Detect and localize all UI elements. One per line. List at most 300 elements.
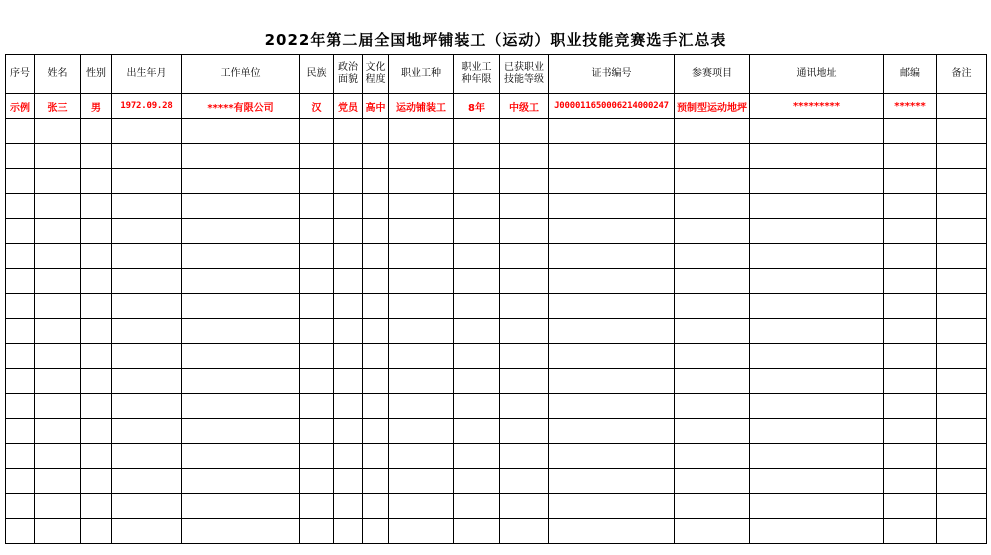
cell-event[interactable] <box>675 344 750 369</box>
cell-seq[interactable] <box>6 519 35 544</box>
cell-address[interactable] <box>750 269 884 294</box>
cell-political[interactable] <box>334 244 363 269</box>
cell-name[interactable] <box>35 419 81 444</box>
cell-birth[interactable] <box>112 294 182 319</box>
cell-postcode[interactable] <box>884 394 937 419</box>
cell-gender[interactable] <box>81 344 112 369</box>
cell-postcode[interactable] <box>884 444 937 469</box>
cell-trade[interactable] <box>389 369 454 394</box>
cell-level[interactable] <box>500 144 549 169</box>
cell-education[interactable] <box>363 419 389 444</box>
cell-years[interactable] <box>454 494 500 519</box>
cell-employer[interactable] <box>182 344 300 369</box>
cell-remark[interactable] <box>937 269 987 294</box>
cell-birth[interactable] <box>112 194 182 219</box>
cell-seq[interactable] <box>6 419 35 444</box>
cell-ethnicity[interactable] <box>300 219 334 244</box>
cell-ethnicity[interactable] <box>300 369 334 394</box>
cell-event[interactable] <box>675 294 750 319</box>
cell-gender[interactable] <box>81 294 112 319</box>
cell-gender[interactable] <box>81 369 112 394</box>
cell-political[interactable] <box>334 494 363 519</box>
cell-seq[interactable] <box>6 394 35 419</box>
cell-birth[interactable] <box>112 369 182 394</box>
cell-political[interactable] <box>334 369 363 394</box>
cell-education[interactable] <box>363 494 389 519</box>
cell-level[interactable] <box>500 219 549 244</box>
cell-remark[interactable] <box>937 469 987 494</box>
cell-cert[interactable] <box>549 444 675 469</box>
cell-birth[interactable] <box>112 169 182 194</box>
cell-ethnicity[interactable] <box>300 394 334 419</box>
cell-education[interactable] <box>363 269 389 294</box>
header-level[interactable]: 已获职业 技能等级 <box>500 55 549 94</box>
cell-gender[interactable] <box>81 169 112 194</box>
cell-employer[interactable] <box>182 194 300 219</box>
cell-years[interactable] <box>454 194 500 219</box>
cell-remark[interactable] <box>937 319 987 344</box>
cell-political[interactable] <box>334 219 363 244</box>
cell-gender[interactable] <box>81 444 112 469</box>
cell-level[interactable]: 中级工 <box>500 94 549 119</box>
cell-postcode[interactable] <box>884 144 937 169</box>
cell-event[interactable] <box>675 244 750 269</box>
cell-address[interactable] <box>750 194 884 219</box>
cell-address[interactable] <box>750 219 884 244</box>
cell-remark[interactable] <box>937 294 987 319</box>
cell-seq[interactable] <box>6 244 35 269</box>
cell-years[interactable] <box>454 369 500 394</box>
cell-employer[interactable] <box>182 444 300 469</box>
cell-level[interactable] <box>500 419 549 444</box>
cell-gender[interactable] <box>81 519 112 544</box>
cell-birth[interactable] <box>112 144 182 169</box>
cell-years[interactable] <box>454 519 500 544</box>
cell-ethnicity[interactable] <box>300 344 334 369</box>
cell-education[interactable] <box>363 319 389 344</box>
cell-cert[interactable] <box>549 144 675 169</box>
cell-level[interactable] <box>500 294 549 319</box>
cell-postcode[interactable]: ****** <box>884 94 937 119</box>
header-postcode[interactable]: 邮编 <box>884 55 937 94</box>
cell-postcode[interactable] <box>884 294 937 319</box>
cell-address[interactable] <box>750 469 884 494</box>
header-education[interactable]: 文化 程度 <box>363 55 389 94</box>
cell-cert[interactable] <box>549 369 675 394</box>
cell-trade[interactable] <box>389 494 454 519</box>
cell-cert[interactable] <box>549 219 675 244</box>
cell-level[interactable] <box>500 344 549 369</box>
cell-remark[interactable] <box>937 344 987 369</box>
cell-years[interactable]: 8年 <box>454 94 500 119</box>
cell-event[interactable] <box>675 194 750 219</box>
header-employer[interactable]: 工作单位 <box>182 55 300 94</box>
cell-event[interactable] <box>675 444 750 469</box>
cell-cert[interactable]: J000011650006214000247 <box>549 94 675 119</box>
cell-gender[interactable] <box>81 394 112 419</box>
cell-seq[interactable] <box>6 369 35 394</box>
cell-event[interactable] <box>675 144 750 169</box>
cell-employer[interactable]: *****有限公司 <box>182 94 300 119</box>
cell-ethnicity[interactable]: 汉 <box>300 94 334 119</box>
cell-ethnicity[interactable] <box>300 169 334 194</box>
cell-years[interactable] <box>454 269 500 294</box>
cell-address[interactable] <box>750 144 884 169</box>
cell-name[interactable] <box>35 144 81 169</box>
cell-event[interactable] <box>675 269 750 294</box>
header-address[interactable]: 通讯地址 <box>750 55 884 94</box>
cell-trade[interactable] <box>389 244 454 269</box>
cell-level[interactable] <box>500 494 549 519</box>
cell-trade[interactable] <box>389 169 454 194</box>
cell-event[interactable] <box>675 419 750 444</box>
cell-name[interactable] <box>35 269 81 294</box>
cell-cert[interactable] <box>549 394 675 419</box>
cell-education[interactable] <box>363 369 389 394</box>
cell-level[interactable] <box>500 519 549 544</box>
cell-cert[interactable] <box>549 194 675 219</box>
cell-address[interactable] <box>750 519 884 544</box>
cell-seq[interactable]: 示例 <box>6 94 35 119</box>
cell-birth[interactable] <box>112 469 182 494</box>
cell-years[interactable] <box>454 119 500 144</box>
cell-address[interactable] <box>750 369 884 394</box>
cell-cert[interactable] <box>549 319 675 344</box>
cell-name[interactable]: 张三 <box>35 94 81 119</box>
cell-seq[interactable] <box>6 144 35 169</box>
cell-employer[interactable] <box>182 119 300 144</box>
cell-ethnicity[interactable] <box>300 444 334 469</box>
cell-cert[interactable] <box>549 344 675 369</box>
cell-political[interactable]: 党员 <box>334 94 363 119</box>
header-name[interactable]: 姓名 <box>35 55 81 94</box>
cell-name[interactable] <box>35 244 81 269</box>
cell-trade[interactable] <box>389 419 454 444</box>
cell-seq[interactable] <box>6 469 35 494</box>
cell-trade[interactable] <box>389 144 454 169</box>
cell-trade[interactable] <box>389 469 454 494</box>
cell-gender[interactable] <box>81 219 112 244</box>
cell-years[interactable] <box>454 219 500 244</box>
cell-name[interactable] <box>35 344 81 369</box>
cell-ethnicity[interactable] <box>300 319 334 344</box>
cell-remark[interactable] <box>937 244 987 269</box>
cell-gender[interactable] <box>81 244 112 269</box>
cell-political[interactable] <box>334 319 363 344</box>
cell-years[interactable] <box>454 244 500 269</box>
header-seq[interactable]: 序号 <box>6 55 35 94</box>
cell-gender[interactable] <box>81 269 112 294</box>
header-remark[interactable]: 备注 <box>937 55 987 94</box>
cell-political[interactable] <box>334 394 363 419</box>
cell-birth[interactable] <box>112 444 182 469</box>
cell-years[interactable] <box>454 444 500 469</box>
cell-years[interactable] <box>454 469 500 494</box>
cell-address[interactable] <box>750 119 884 144</box>
cell-address[interactable] <box>750 244 884 269</box>
cell-ethnicity[interactable] <box>300 419 334 444</box>
cell-cert[interactable] <box>549 419 675 444</box>
header-birth[interactable]: 出生年月 <box>112 55 182 94</box>
cell-political[interactable] <box>334 519 363 544</box>
cell-political[interactable] <box>334 194 363 219</box>
cell-event[interactable] <box>675 369 750 394</box>
cell-years[interactable] <box>454 169 500 194</box>
cell-political[interactable] <box>334 144 363 169</box>
cell-name[interactable] <box>35 369 81 394</box>
cell-level[interactable] <box>500 244 549 269</box>
cell-trade[interactable] <box>389 444 454 469</box>
cell-education[interactable] <box>363 469 389 494</box>
cell-years[interactable] <box>454 144 500 169</box>
cell-birth[interactable] <box>112 244 182 269</box>
cell-trade[interactable] <box>389 519 454 544</box>
cell-level[interactable] <box>500 319 549 344</box>
cell-trade[interactable] <box>389 194 454 219</box>
cell-level[interactable] <box>500 269 549 294</box>
cell-address[interactable] <box>750 319 884 344</box>
cell-education[interactable] <box>363 394 389 419</box>
cell-birth[interactable]: 1972.09.28 <box>112 94 182 119</box>
cell-postcode[interactable] <box>884 194 937 219</box>
cell-education[interactable] <box>363 119 389 144</box>
cell-remark[interactable] <box>937 219 987 244</box>
cell-level[interactable] <box>500 469 549 494</box>
cell-name[interactable] <box>35 319 81 344</box>
cell-political[interactable] <box>334 119 363 144</box>
cell-education[interactable] <box>363 519 389 544</box>
cell-event[interactable] <box>675 494 750 519</box>
cell-name[interactable] <box>35 494 81 519</box>
cell-gender[interactable]: 男 <box>81 94 112 119</box>
cell-seq[interactable] <box>6 169 35 194</box>
cell-seq[interactable] <box>6 344 35 369</box>
cell-cert[interactable] <box>549 244 675 269</box>
cell-event[interactable]: 预制型运动地坪 <box>675 94 750 119</box>
cell-seq[interactable] <box>6 494 35 519</box>
cell-address[interactable] <box>750 344 884 369</box>
cell-postcode[interactable] <box>884 119 937 144</box>
cell-postcode[interactable] <box>884 244 937 269</box>
cell-name[interactable] <box>35 169 81 194</box>
cell-name[interactable] <box>35 194 81 219</box>
cell-address[interactable] <box>750 169 884 194</box>
cell-seq[interactable] <box>6 119 35 144</box>
cell-trade[interactable] <box>389 294 454 319</box>
cell-event[interactable] <box>675 469 750 494</box>
cell-employer[interactable] <box>182 394 300 419</box>
cell-education[interactable] <box>363 169 389 194</box>
cell-name[interactable] <box>35 119 81 144</box>
cell-address[interactable] <box>750 419 884 444</box>
cell-address[interactable]: ********* <box>750 94 884 119</box>
cell-remark[interactable] <box>937 394 987 419</box>
cell-birth[interactable] <box>112 394 182 419</box>
cell-remark[interactable] <box>937 494 987 519</box>
cell-remark[interactable] <box>937 444 987 469</box>
cell-postcode[interactable] <box>884 169 937 194</box>
cell-postcode[interactable] <box>884 219 937 244</box>
header-years[interactable]: 职业工 种年限 <box>454 55 500 94</box>
cell-seq[interactable] <box>6 219 35 244</box>
cell-gender[interactable] <box>81 194 112 219</box>
cell-ethnicity[interactable] <box>300 469 334 494</box>
cell-gender[interactable] <box>81 119 112 144</box>
cell-seq[interactable] <box>6 194 35 219</box>
cell-education[interactable] <box>363 219 389 244</box>
cell-address[interactable] <box>750 294 884 319</box>
cell-birth[interactable] <box>112 119 182 144</box>
cell-cert[interactable] <box>549 269 675 294</box>
header-trade[interactable]: 职业工种 <box>389 55 454 94</box>
cell-employer[interactable] <box>182 169 300 194</box>
cell-level[interactable] <box>500 169 549 194</box>
cell-level[interactable] <box>500 194 549 219</box>
cell-name[interactable] <box>35 519 81 544</box>
cell-cert[interactable] <box>549 294 675 319</box>
cell-employer[interactable] <box>182 294 300 319</box>
cell-event[interactable] <box>675 169 750 194</box>
cell-trade[interactable] <box>389 219 454 244</box>
cell-remark[interactable] <box>937 169 987 194</box>
cell-birth[interactable] <box>112 419 182 444</box>
cell-political[interactable] <box>334 169 363 194</box>
cell-education[interactable]: 高中 <box>363 94 389 119</box>
cell-ethnicity[interactable] <box>300 519 334 544</box>
cell-cert[interactable] <box>549 119 675 144</box>
cell-birth[interactable] <box>112 219 182 244</box>
cell-employer[interactable] <box>182 269 300 294</box>
cell-level[interactable] <box>500 394 549 419</box>
cell-cert[interactable] <box>549 494 675 519</box>
cell-years[interactable] <box>454 294 500 319</box>
cell-employer[interactable] <box>182 319 300 344</box>
cell-event[interactable] <box>675 219 750 244</box>
cell-remark[interactable] <box>937 194 987 219</box>
cell-ethnicity[interactable] <box>300 244 334 269</box>
cell-ethnicity[interactable] <box>300 294 334 319</box>
cell-employer[interactable] <box>182 144 300 169</box>
cell-political[interactable] <box>334 269 363 294</box>
cell-birth[interactable] <box>112 494 182 519</box>
cell-education[interactable] <box>363 244 389 269</box>
cell-education[interactable] <box>363 294 389 319</box>
cell-gender[interactable] <box>81 144 112 169</box>
cell-name[interactable] <box>35 294 81 319</box>
cell-postcode[interactable] <box>884 344 937 369</box>
header-cert[interactable]: 证书编号 <box>549 55 675 94</box>
cell-seq[interactable] <box>6 269 35 294</box>
cell-ethnicity[interactable] <box>300 269 334 294</box>
cell-ethnicity[interactable] <box>300 144 334 169</box>
cell-name[interactable] <box>35 469 81 494</box>
cell-education[interactable] <box>363 344 389 369</box>
cell-postcode[interactable] <box>884 494 937 519</box>
cell-education[interactable] <box>363 194 389 219</box>
cell-cert[interactable] <box>549 519 675 544</box>
cell-years[interactable] <box>454 419 500 444</box>
cell-level[interactable] <box>500 369 549 394</box>
cell-cert[interactable] <box>549 169 675 194</box>
cell-event[interactable] <box>675 519 750 544</box>
cell-postcode[interactable] <box>884 269 937 294</box>
cell-employer[interactable] <box>182 494 300 519</box>
cell-cert[interactable] <box>549 469 675 494</box>
cell-political[interactable] <box>334 444 363 469</box>
cell-ethnicity[interactable] <box>300 494 334 519</box>
cell-trade[interactable] <box>389 269 454 294</box>
cell-employer[interactable] <box>182 419 300 444</box>
cell-remark[interactable] <box>937 369 987 394</box>
cell-postcode[interactable] <box>884 469 937 494</box>
cell-seq[interactable] <box>6 319 35 344</box>
cell-name[interactable] <box>35 444 81 469</box>
cell-remark[interactable] <box>937 119 987 144</box>
cell-years[interactable] <box>454 319 500 344</box>
cell-political[interactable] <box>334 419 363 444</box>
cell-event[interactable] <box>675 394 750 419</box>
cell-employer[interactable] <box>182 519 300 544</box>
cell-seq[interactable] <box>6 294 35 319</box>
cell-trade[interactable] <box>389 119 454 144</box>
cell-level[interactable] <box>500 119 549 144</box>
cell-remark[interactable] <box>937 419 987 444</box>
cell-birth[interactable] <box>112 519 182 544</box>
cell-gender[interactable] <box>81 469 112 494</box>
cell-postcode[interactable] <box>884 369 937 394</box>
cell-name[interactable] <box>35 219 81 244</box>
cell-postcode[interactable] <box>884 319 937 344</box>
cell-gender[interactable] <box>81 419 112 444</box>
cell-address[interactable] <box>750 394 884 419</box>
cell-trade[interactable]: 运动铺装工 <box>389 94 454 119</box>
cell-address[interactable] <box>750 444 884 469</box>
cell-seq[interactable] <box>6 444 35 469</box>
header-event[interactable]: 参赛项目 <box>675 55 750 94</box>
cell-political[interactable] <box>334 469 363 494</box>
cell-trade[interactable] <box>389 344 454 369</box>
cell-employer[interactable] <box>182 219 300 244</box>
cell-years[interactable] <box>454 344 500 369</box>
cell-name[interactable] <box>35 394 81 419</box>
cell-years[interactable] <box>454 394 500 419</box>
cell-political[interactable] <box>334 344 363 369</box>
cell-employer[interactable] <box>182 469 300 494</box>
cell-birth[interactable] <box>112 269 182 294</box>
cell-political[interactable] <box>334 294 363 319</box>
cell-education[interactable] <box>363 144 389 169</box>
cell-birth[interactable] <box>112 319 182 344</box>
header-gender[interactable]: 性别 <box>81 55 112 94</box>
cell-birth[interactable] <box>112 344 182 369</box>
cell-postcode[interactable] <box>884 519 937 544</box>
cell-ethnicity[interactable] <box>300 194 334 219</box>
cell-remark[interactable] <box>937 519 987 544</box>
cell-event[interactable] <box>675 119 750 144</box>
cell-gender[interactable] <box>81 494 112 519</box>
cell-employer[interactable] <box>182 369 300 394</box>
cell-postcode[interactable] <box>884 419 937 444</box>
header-ethnicity[interactable]: 民族 <box>300 55 334 94</box>
header-political[interactable]: 政治 面貌 <box>334 55 363 94</box>
cell-remark[interactable] <box>937 94 987 119</box>
cell-event[interactable] <box>675 319 750 344</box>
cell-trade[interactable] <box>389 394 454 419</box>
cell-employer[interactable] <box>182 244 300 269</box>
cell-remark[interactable] <box>937 144 987 169</box>
cell-ethnicity[interactable] <box>300 119 334 144</box>
cell-education[interactable] <box>363 444 389 469</box>
